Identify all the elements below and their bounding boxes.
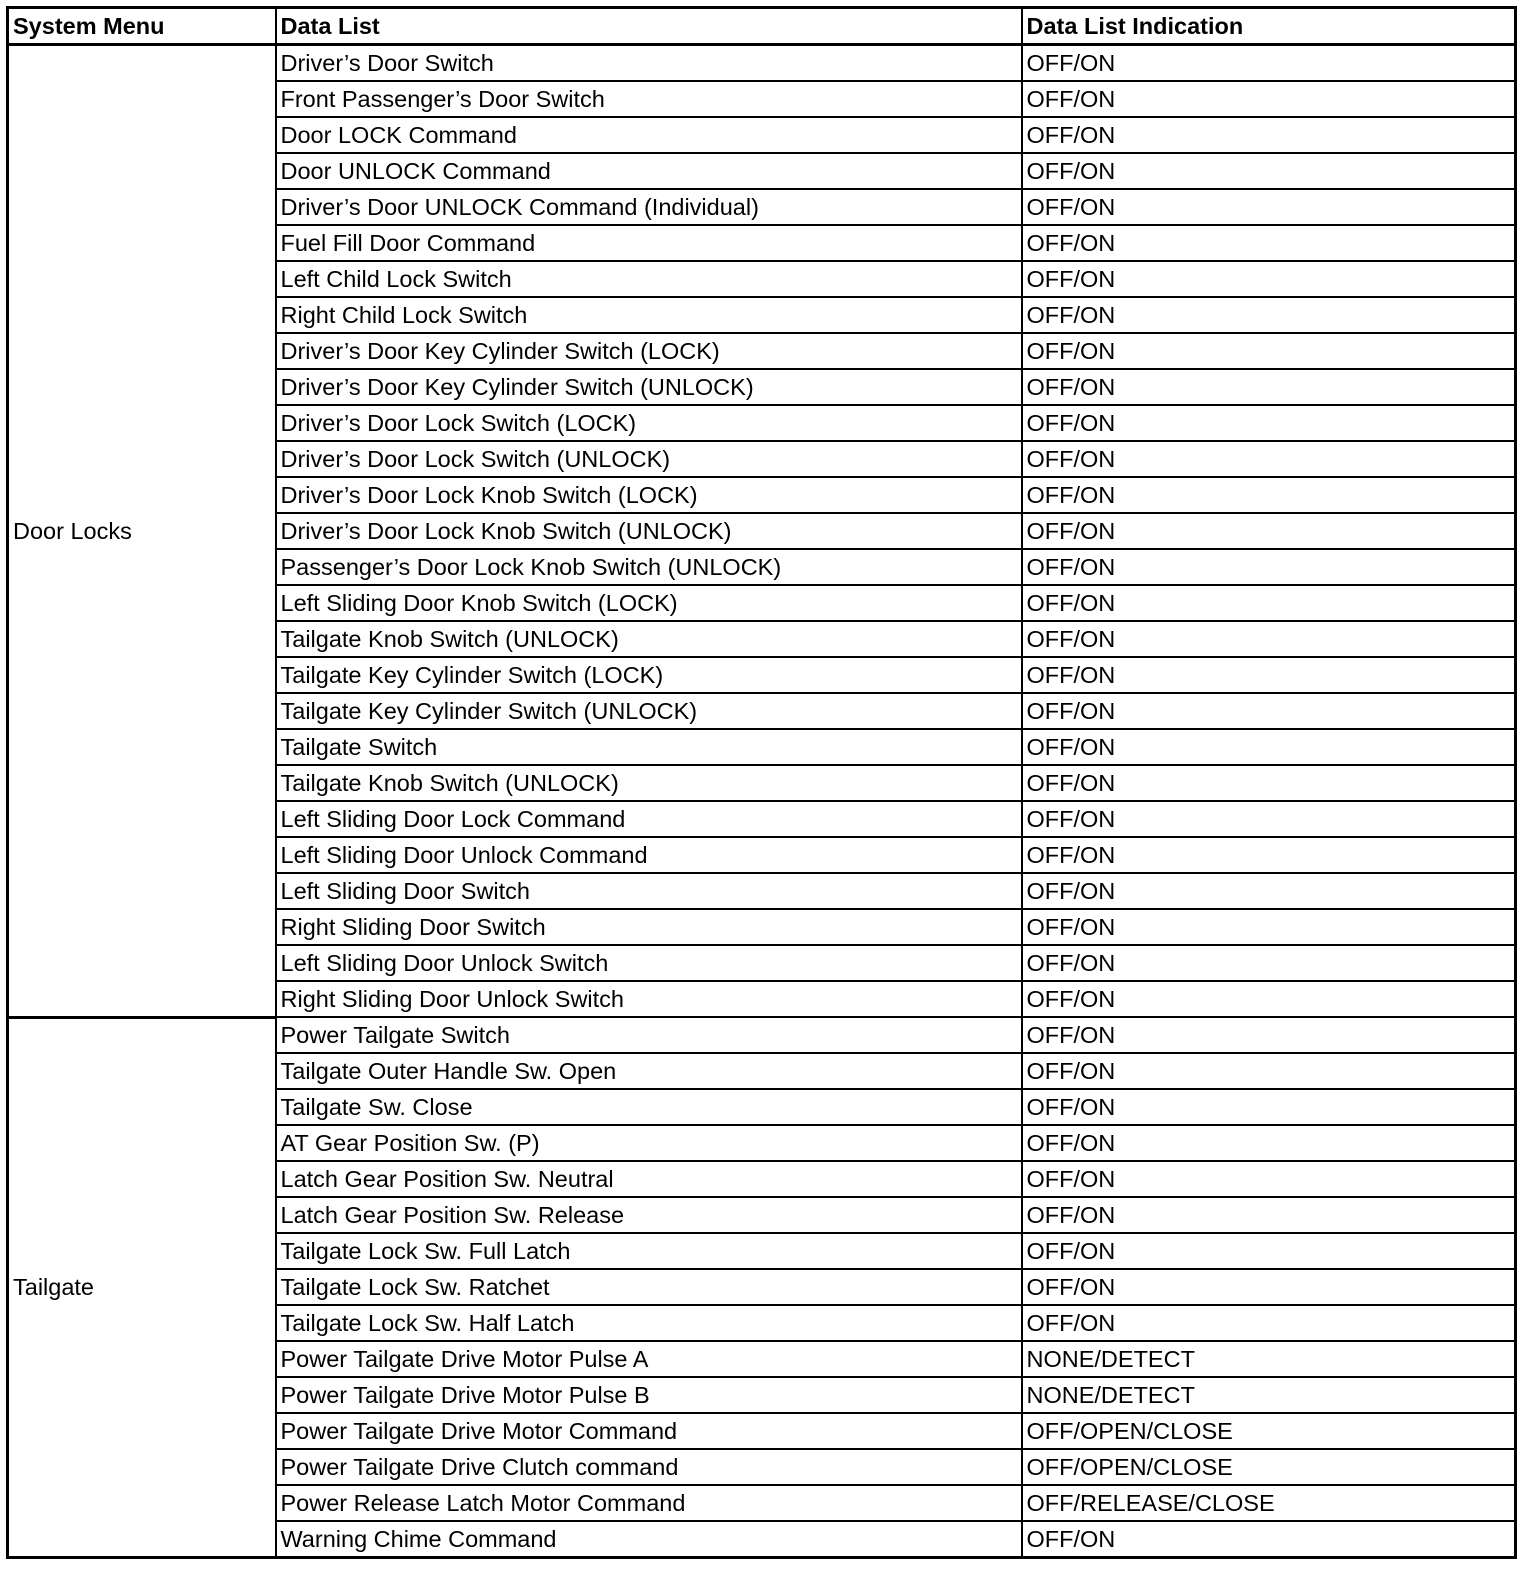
data-list-indication-cell: OFF/ON bbox=[1022, 225, 1516, 261]
data-list-item-cell: AT Gear Position Sw. (P) bbox=[276, 1125, 1022, 1161]
data-list-item-cell: Driver’s Door Lock Switch (UNLOCK) bbox=[276, 441, 1022, 477]
data-list-indication-cell: OFF/ON bbox=[1022, 117, 1516, 153]
data-list-indication-cell: OFF/ON bbox=[1022, 369, 1516, 405]
data-list-item-cell: Tailgate Lock Sw. Half Latch bbox=[276, 1305, 1022, 1341]
data-list-indication-cell: OFF/RELEASE/CLOSE bbox=[1022, 1485, 1516, 1521]
data-list-item-cell: Driver’s Door Lock Knob Switch (LOCK) bbox=[276, 477, 1022, 513]
data-list-indication-cell: OFF/ON bbox=[1022, 1269, 1516, 1305]
data-list-indication-cell: OFF/ON bbox=[1022, 1197, 1516, 1233]
data-list-item-cell: Tailgate Switch bbox=[276, 729, 1022, 765]
data-list-indication-cell: OFF/ON bbox=[1022, 1053, 1516, 1089]
data-list-item-cell: Tailgate Lock Sw. Full Latch bbox=[276, 1233, 1022, 1269]
data-list-item-cell: Tailgate Knob Switch (UNLOCK) bbox=[276, 621, 1022, 657]
system-menu-cell: Tailgate bbox=[8, 1017, 276, 1558]
data-list-indication-cell: OFF/ON bbox=[1022, 1233, 1516, 1269]
data-list-indication-cell: NONE/DETECT bbox=[1022, 1377, 1516, 1413]
data-list-item-cell: Left Sliding Door Knob Switch (LOCK) bbox=[276, 585, 1022, 621]
data-list-item-cell: Latch Gear Position Sw. Release bbox=[276, 1197, 1022, 1233]
data-list-indication-cell: OFF/ON bbox=[1022, 837, 1516, 873]
data-list-item-cell: Front Passenger’s Door Switch bbox=[276, 81, 1022, 117]
data-list-item-cell: Driver’s Door Lock Knob Switch (UNLOCK) bbox=[276, 513, 1022, 549]
data-list-indication-cell: OFF/ON bbox=[1022, 549, 1516, 585]
table-body bbox=[8, 45, 1516, 1558]
data-list-item-cell: Tailgate Lock Sw. Ratchet bbox=[276, 1269, 1022, 1305]
data-list-indication-cell: OFF/ON bbox=[1022, 765, 1516, 801]
data-list-indication-cell: OFF/ON bbox=[1022, 1305, 1516, 1341]
data-list-item-cell: Driver’s Door Key Cylinder Switch (UNLOCK) bbox=[276, 369, 1022, 405]
table-row bbox=[8, 1017, 1516, 1053]
data-list-indication-cell: OFF/ON bbox=[1022, 585, 1516, 621]
table-row bbox=[8, 45, 1516, 82]
data-list-indication-cell: OFF/ON bbox=[1022, 945, 1516, 981]
data-list-indication-cell: OFF/ON bbox=[1022, 189, 1516, 225]
data-list-item-cell: Tailgate Key Cylinder Switch (UNLOCK) bbox=[276, 693, 1022, 729]
data-list-item-cell: Tailgate Sw. Close bbox=[276, 1089, 1022, 1125]
data-list-item-cell: Power Tailgate Switch bbox=[276, 1017, 1022, 1053]
header-row bbox=[8, 8, 1516, 45]
data-list-indication-cell: OFF/ON bbox=[1022, 261, 1516, 297]
data-list-indication-cell: OFF/OPEN/CLOSE bbox=[1022, 1413, 1516, 1449]
data-list-item-cell: Power Tailgate Drive Motor Pulse A bbox=[276, 1341, 1022, 1377]
header-system-menu: System Menu bbox=[8, 8, 276, 45]
data-list-indication-cell: OFF/ON bbox=[1022, 513, 1516, 549]
data-list-item-cell: Left Sliding Door Switch bbox=[276, 873, 1022, 909]
data-list-item-cell: Left Child Lock Switch bbox=[276, 261, 1022, 297]
data-list-item-cell: Driver’s Door Switch bbox=[276, 45, 1022, 82]
data-list-item-cell: Driver’s Door Key Cylinder Switch (LOCK) bbox=[276, 333, 1022, 369]
data-list-item-cell: Power Release Latch Motor Command bbox=[276, 1485, 1022, 1521]
data-list-item-cell: Door UNLOCK Command bbox=[276, 153, 1022, 189]
data-list-item-cell: Left Sliding Door Unlock Switch bbox=[276, 945, 1022, 981]
header-data-list-indication: Data List Indication bbox=[1022, 8, 1516, 45]
data-list-item-cell: Right Sliding Door Unlock Switch bbox=[276, 981, 1022, 1017]
data-list-indication-cell: OFF/ON bbox=[1022, 729, 1516, 765]
data-list-item-cell: Door LOCK Command bbox=[276, 117, 1022, 153]
data-list-indication-cell: OFF/ON bbox=[1022, 477, 1516, 513]
data-list-indication-cell: OFF/ON bbox=[1022, 873, 1516, 909]
data-list-item-cell: Power Tailgate Drive Motor Command bbox=[276, 1413, 1022, 1449]
data-list-item-cell: Fuel Fill Door Command bbox=[276, 225, 1022, 261]
data-list-indication-cell: OFF/OPEN/CLOSE bbox=[1022, 1449, 1516, 1485]
data-list-indication-cell: OFF/ON bbox=[1022, 1521, 1516, 1558]
data-list-indication-cell: OFF/ON bbox=[1022, 333, 1516, 369]
data-list-indication-cell: OFF/ON bbox=[1022, 657, 1516, 693]
data-list-indication-cell: OFF/ON bbox=[1022, 693, 1516, 729]
data-list-indication-cell: OFF/ON bbox=[1022, 405, 1516, 441]
data-list-item-cell: Warning Chime Command bbox=[276, 1521, 1022, 1558]
data-list-item-cell: Tailgate Key Cylinder Switch (LOCK) bbox=[276, 657, 1022, 693]
data-list-item-cell: Right Sliding Door Switch bbox=[276, 909, 1022, 945]
data-list-indication-cell: NONE/DETECT bbox=[1022, 1341, 1516, 1377]
data-list-item-cell: Power Tailgate Drive Motor Pulse B bbox=[276, 1377, 1022, 1413]
data-list-item-cell: Left Sliding Door Unlock Command bbox=[276, 837, 1022, 873]
header-data-list: Data List bbox=[276, 8, 1022, 45]
data-list-indication-cell: OFF/ON bbox=[1022, 801, 1516, 837]
data-list-item-cell: Driver’s Door UNLOCK Command (Individual) bbox=[276, 189, 1022, 225]
data-list-indication-cell: OFF/ON bbox=[1022, 1161, 1516, 1197]
data-list-item-cell: Power Tailgate Drive Clutch command bbox=[276, 1449, 1022, 1485]
data-list-item-cell: Driver’s Door Lock Switch (LOCK) bbox=[276, 405, 1022, 441]
data-list-indication-cell: OFF/ON bbox=[1022, 981, 1516, 1017]
data-list-indication-cell: OFF/ON bbox=[1022, 441, 1516, 477]
system-menu-cell: Door Locks bbox=[8, 45, 276, 1018]
data-list-item-cell: Left Sliding Door Lock Command bbox=[276, 801, 1022, 837]
data-list-indication-cell: OFF/ON bbox=[1022, 1089, 1516, 1125]
data-list-item-cell: Tailgate Outer Handle Sw. Open bbox=[276, 1053, 1022, 1089]
data-list-item-cell: Right Child Lock Switch bbox=[276, 297, 1022, 333]
data-list-table bbox=[6, 6, 1517, 1559]
data-list-indication-cell: OFF/ON bbox=[1022, 1017, 1516, 1053]
data-list-item-cell: Latch Gear Position Sw. Neutral bbox=[276, 1161, 1022, 1197]
data-list-item-cell: Passenger’s Door Lock Knob Switch (UNLOCK) bbox=[276, 549, 1022, 585]
data-list-item-cell: Tailgate Knob Switch (UNLOCK) bbox=[276, 765, 1022, 801]
data-list-indication-cell: OFF/ON bbox=[1022, 81, 1516, 117]
data-list-indication-cell: OFF/ON bbox=[1022, 1125, 1516, 1161]
data-list-indication-cell: OFF/ON bbox=[1022, 621, 1516, 657]
data-list-indication-cell: OFF/ON bbox=[1022, 909, 1516, 945]
data-list-indication-cell: OFF/ON bbox=[1022, 297, 1516, 333]
data-list-indication-cell: OFF/ON bbox=[1022, 153, 1516, 189]
data-list-indication-cell: OFF/ON bbox=[1022, 45, 1516, 82]
